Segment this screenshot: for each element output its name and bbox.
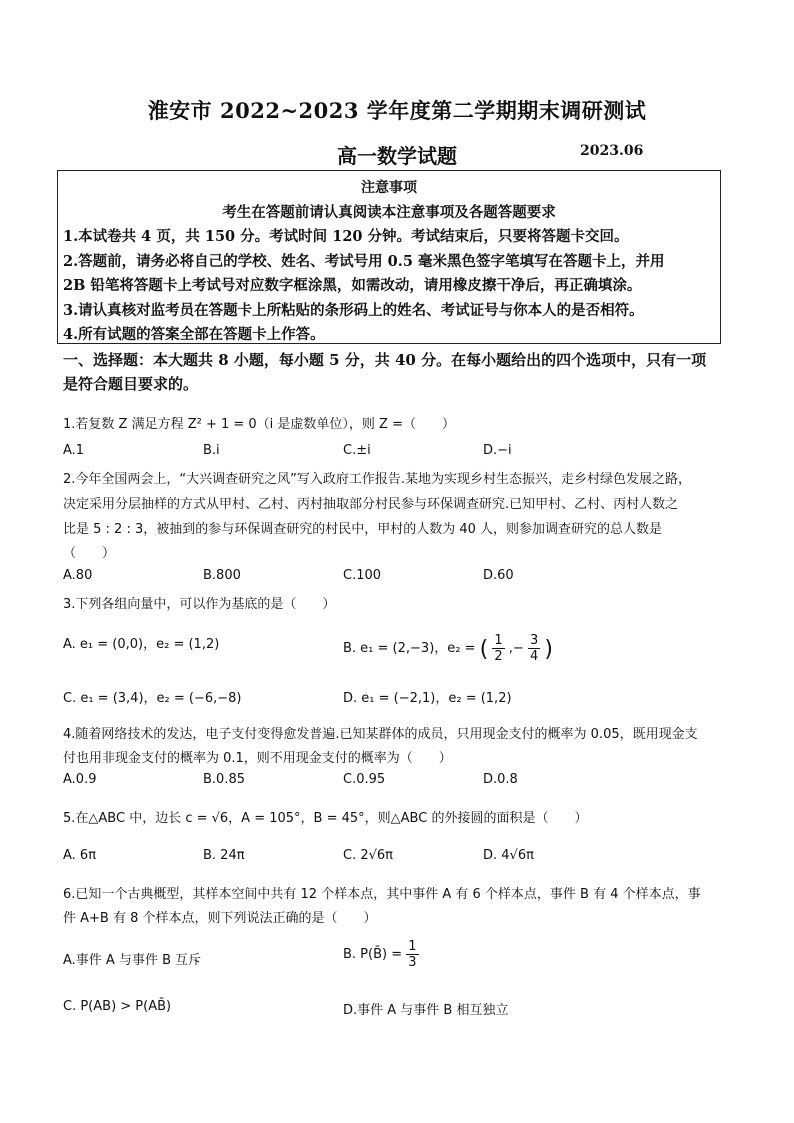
q1-option-a: A.1	[63, 443, 85, 458]
fraction-half	[492, 633, 504, 664]
q5-option-c: C. 2√6π	[343, 848, 393, 863]
exam-date: 2023.06	[580, 143, 644, 159]
notice-item: 1.本试卷共 4 页，共 150 分。考试时间 120 分钟。考试结束后，只要将答题卡交回。	[63, 228, 629, 245]
fraction-three-quarters	[528, 633, 540, 664]
fraction-numerator: 1	[408, 939, 417, 954]
notice-heading: 注意事项	[361, 180, 417, 196]
q6-option-b	[343, 939, 419, 970]
q5-option-d: D. 4√6π	[483, 848, 534, 863]
notice-item: 2.答题前，请务必将自己的学校、姓名、考试号用 0.5 毫米黑色签字笔填写在答题卡上，并用	[63, 253, 665, 270]
q4-option-b: B.0.85	[203, 772, 245, 787]
question-1-stem: 1.若复数 Z 满足方程 Z² + 1 = 0（i 是虚数单位），则 Z =（ ）	[63, 417, 455, 432]
notice-item: 3.请认真核对监考员在答题卡上所粘贴的条形码上的姓名、考试证号与你本人的是否相符。	[63, 302, 644, 319]
question-4-line: 4.随着网络技术的发达，电子支付变得愈发普遍.已知某群体的成员，只用现金支付的概率为 0.05，既用现金支	[63, 727, 698, 742]
comma-minus: ,−	[508, 641, 524, 656]
q4-option-d: D.0.8	[483, 772, 518, 787]
question-4-line: 付也用非现金支付的概率为 0.1，则不用现金支付的概率为（ ）	[63, 751, 452, 766]
fraction-numerator: 3	[529, 633, 539, 648]
notice-item: 2B 铅笔将答题卡上考试号对应数字框涂黑，如需改动，请用橡皮擦干净后，再正确填涂。	[63, 277, 642, 294]
notice-intro: 考生在答题前请认真阅读本注意事项及各题答题要求	[222, 204, 556, 221]
question-2-line: 决定采用分层抽样的方式从甲村、乙村、丙村抽取部分村民参与环保调查研究.已知甲村、乙村、丙村人数之	[63, 497, 679, 512]
q5-option-b: B. 24π	[203, 848, 245, 863]
exam-subtitle: 高一数学试题	[337, 144, 457, 168]
q2-option-c: C.100	[343, 568, 382, 583]
q1-option-b: B.i	[203, 443, 220, 458]
section-heading-cont: 是符合题目要求的。	[63, 375, 199, 393]
question-6-line: 6.已知一个古典概型，其样本空间中共有 12 个样本点，其中事件 A 有 6 个样本点，事件 B 有 4 个样本点，事	[63, 887, 701, 902]
question-2-line: 比是 5 : 2 : 3，被抽到的参与环保调查研究的村民中，甲村的人数为 40 人，则参加调查研究的总人数是	[63, 522, 663, 537]
q6-option-d: D.事件 A 与事件 B 相互独立	[343, 1003, 509, 1018]
notice-item: 4.所有试题的答案全部在答题卡上作答。	[63, 326, 325, 343]
q6-option-c: C. P(AB) > P(AB̄)	[63, 999, 172, 1014]
q3-option-a: A. e₁ = (0,0)，e₂ = (1,2)	[63, 637, 220, 652]
paren-left: (	[479, 637, 489, 662]
q6-option-a: A.事件 A 与事件 B 互斥	[63, 953, 202, 968]
fraction-one-third	[406, 939, 418, 970]
q3-option-d: D. e₁ = (−2,1)，e₂ = (1,2)	[343, 691, 512, 706]
fraction-denominator: 2	[494, 649, 503, 664]
q2-option-d: D.60	[483, 568, 514, 583]
section-heading: 一、选择题：本大题共 8 小题，每小题 5 分，共 40 分。在每小题给出的四个选项中，只有一项	[63, 351, 707, 369]
question-5-stem: 5.在△ABC 中，边长 c = √6，A = 105°，B = 45°，则△ABC 的外接圆的面积是（ ）	[63, 811, 588, 826]
fraction-numerator: 1	[494, 633, 503, 648]
question-3-stem: 3.下列各组向量中，可以作为基底的是（ ）	[63, 597, 336, 612]
q2-option-a: A.80	[63, 568, 93, 583]
q4-option-a: A.0.9	[63, 772, 97, 787]
q4-option-c: C.0.95	[343, 772, 386, 787]
q1-option-d: D.−i	[483, 443, 512, 458]
question-2-line: 2.今年全国两会上，“大兴调查研究之风”写入政府工作报告.某地为实现乡村生态振兴，走乡村绿色发展之路，	[63, 472, 692, 487]
paren-right: )	[544, 637, 553, 662]
q3-option-b-text: B. e₁ = (2,−3)，e₂ =	[343, 641, 476, 656]
notice-box	[57, 170, 721, 344]
q3-option-c: C. e₁ = (3,4)，e₂ = (−6,−8)	[63, 691, 242, 706]
exam-title: 淮安市 2022~2023 学年度第二学期期末调研测试	[147, 98, 647, 123]
q6-option-b-text: B. P(B̄) =	[343, 947, 403, 962]
q3-option-b	[343, 633, 553, 664]
q5-option-a: A. 6π	[63, 848, 97, 863]
q2-option-b: B.800	[203, 568, 241, 583]
q1-option-c: C.±i	[343, 443, 371, 458]
fraction-denominator: 3	[408, 955, 417, 970]
question-2-line: （ ）	[63, 546, 116, 561]
fraction-denominator: 4	[529, 649, 539, 664]
question-6-line: 件 A+B 有 8 个样本点，则下列说法正确的是（ ）	[63, 911, 377, 926]
